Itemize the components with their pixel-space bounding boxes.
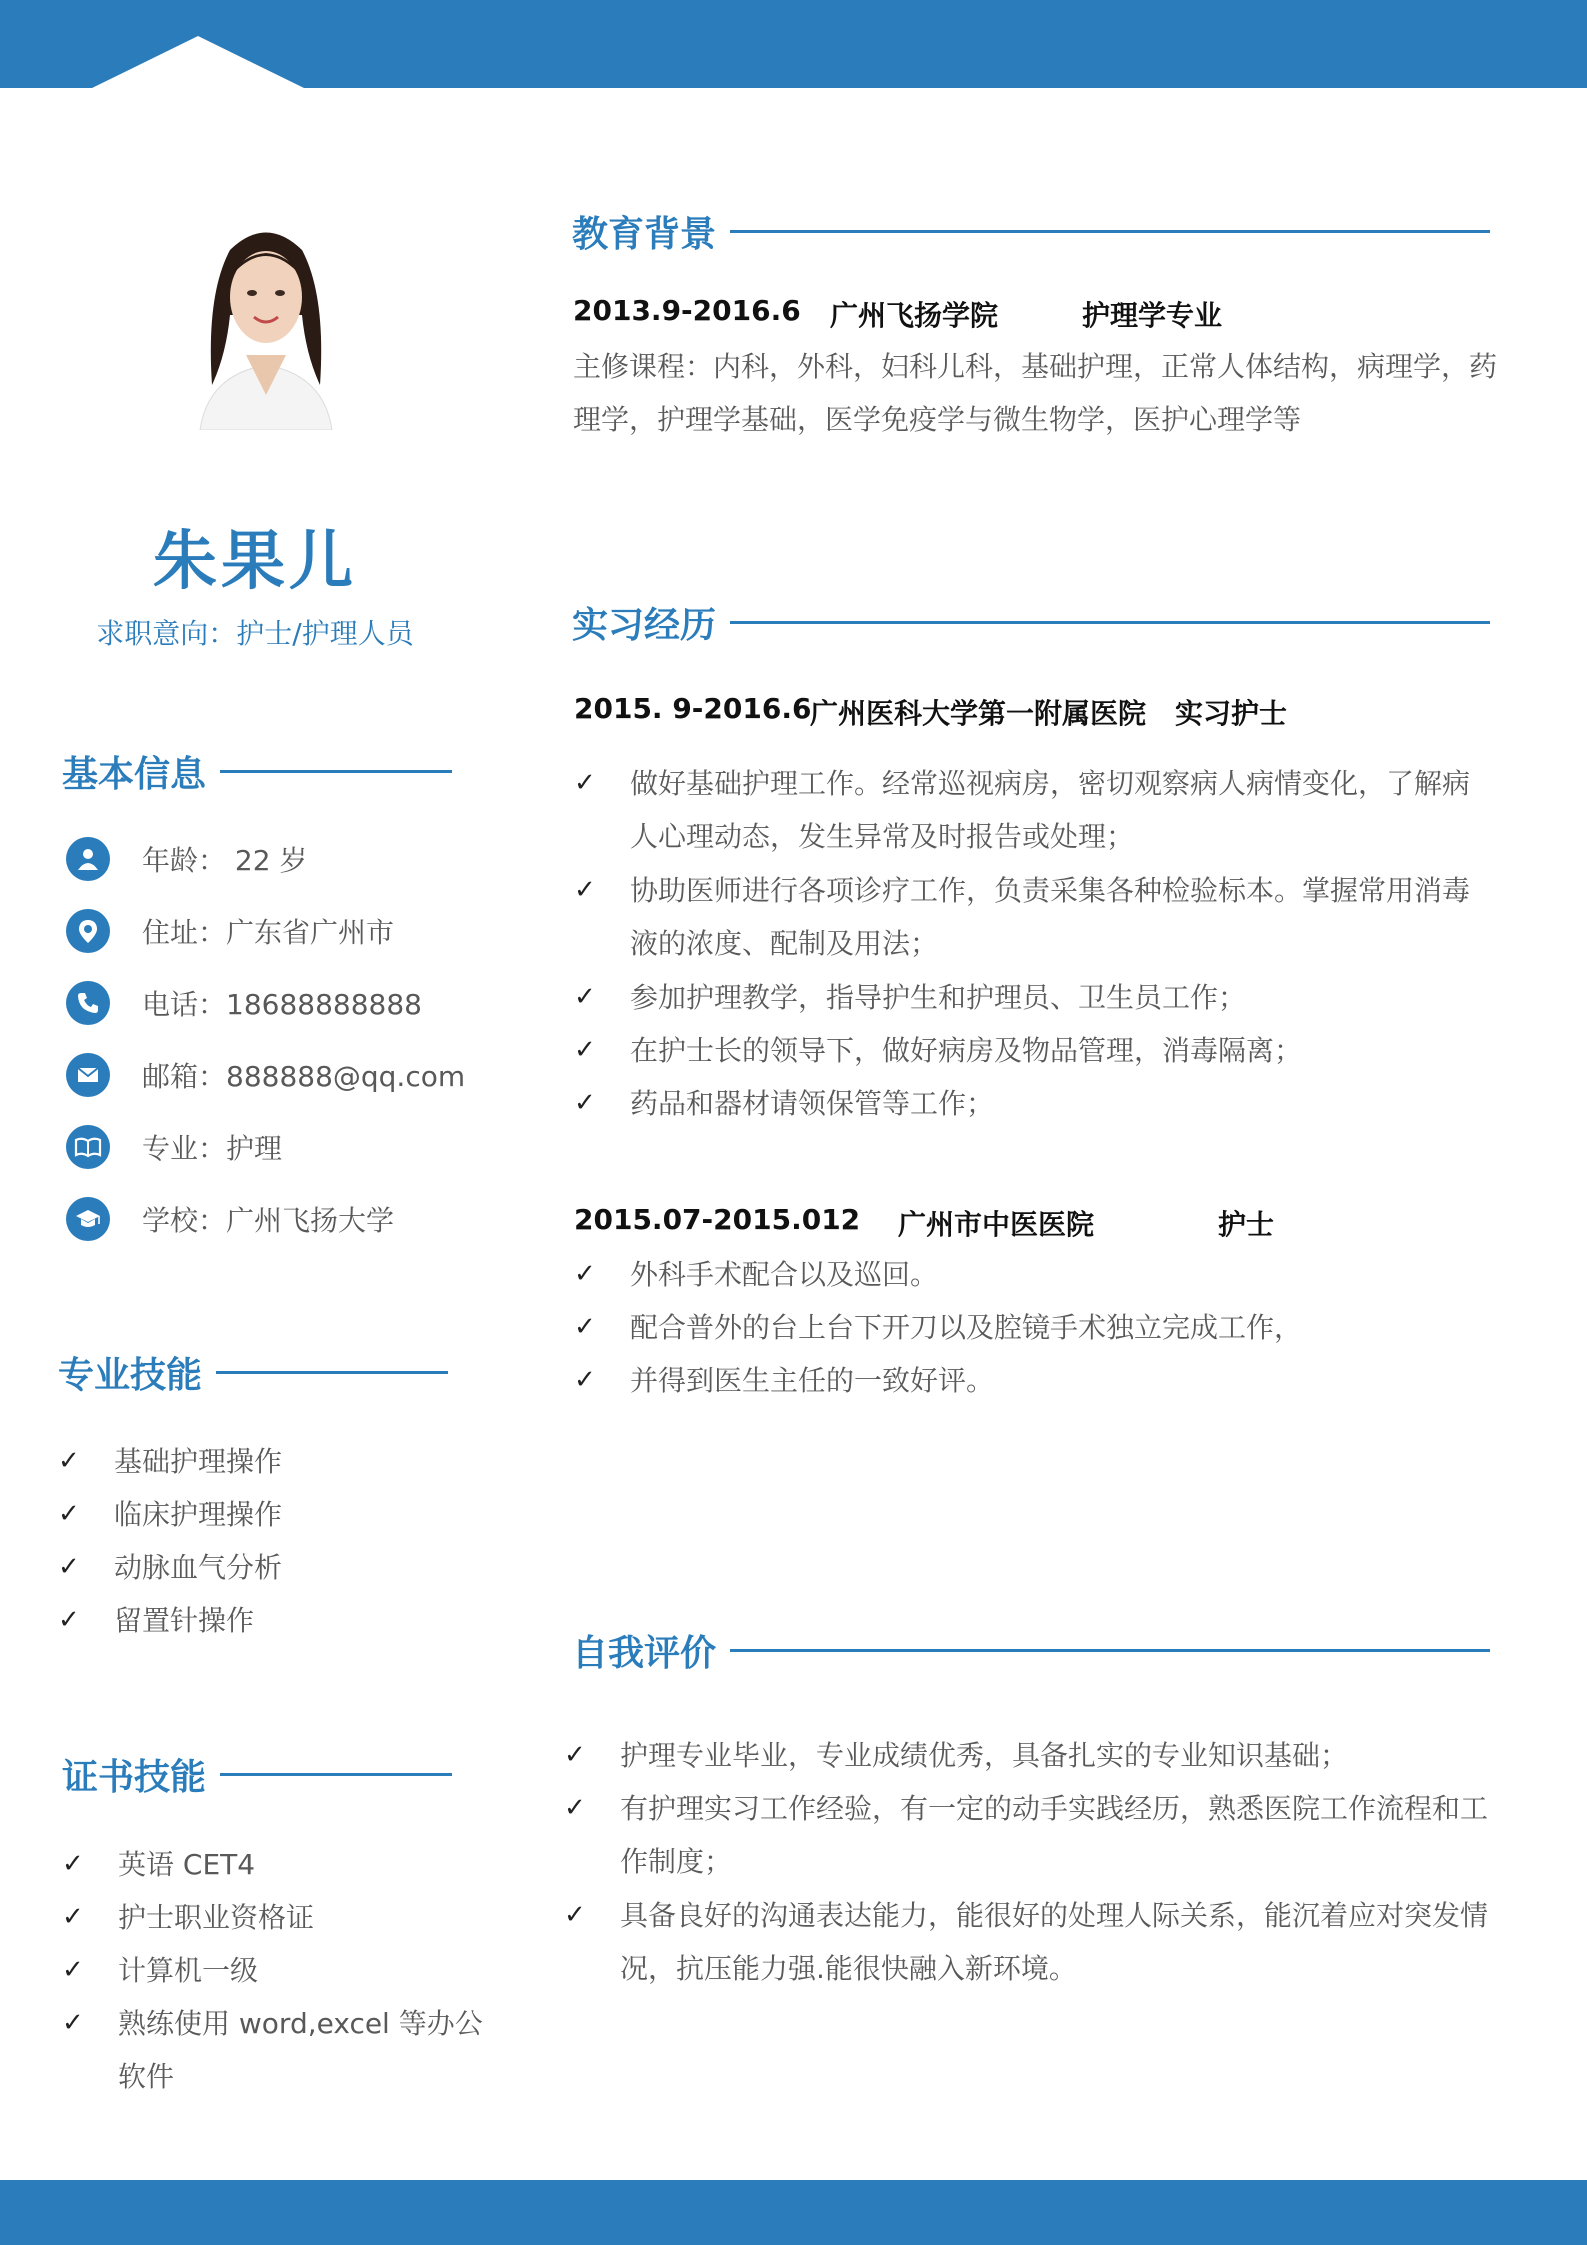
check-icon: ✓ <box>62 1955 84 1985</box>
job-1-duty: ✓ 在护士长的领导下，做好病房及物品管理，消毒隔离； <box>574 1024 1494 1077</box>
section-divider <box>220 1773 452 1776</box>
candidate-name: 朱果儿 <box>153 525 357 599</box>
info-school <box>66 1197 394 1241</box>
info-address-text: 住址：广东省广州市 <box>142 916 395 949</box>
info-major-text: 专业：护理 <box>142 1132 283 1165</box>
cert-item: ✓ 熟练使用 word,excel 等办公软件 <box>62 1997 492 2103</box>
section-divider <box>730 621 1490 624</box>
self-eval-item: ✓ 护理专业毕业，专业成绩优秀，具备扎实的专业知识基础； <box>564 1729 1494 1782</box>
cert-item: ✓ 英语 CET4 <box>62 1838 482 1891</box>
book-icon <box>66 1125 110 1169</box>
phone-icon <box>66 981 110 1025</box>
info-age-text: 年龄： 22 岁 <box>142 844 308 877</box>
certs-title: 证书技能 <box>62 1757 207 1798</box>
check-icon: ✓ <box>62 1849 84 1879</box>
check-icon: ✓ <box>574 1035 596 1065</box>
job-1-duty: ✓ 做好基础护理工作。经常巡视病房，密切观察病人病情变化，了解病人心理动态，发生异常及时报告或处理； <box>574 757 1494 863</box>
job-2-period: 2015.07-2015.012 <box>574 1203 861 1236</box>
self-eval-item: ✓ 有护理实习工作经验，有一定的动手实践经历，熟悉医院工作流程和工作制度； <box>564 1782 1494 1888</box>
person-icon <box>66 837 110 881</box>
info-email-text: 邮箱：888888@qq.com <box>142 1060 466 1093</box>
skill-item: ✓ 临床护理操作 <box>58 1488 282 1541</box>
section-divider <box>216 1371 448 1374</box>
job-2-role: 护士 <box>1218 1208 1275 1241</box>
certs-header <box>62 1749 452 1800</box>
info-school-text: 学校：广州飞扬大学 <box>142 1204 395 1237</box>
info-address <box>66 909 394 953</box>
self-eval-header <box>572 1625 1490 1676</box>
education-school: 广州飞扬学院 <box>830 299 999 332</box>
job-2-duty: ✓ 配合普外的台上台下开刀以及腔镜手术独立完成工作， <box>574 1301 1494 1354</box>
job-1-org: 广州医科大学第一附属医院 <box>810 697 1147 730</box>
job-intent: 求职意向：护士/护理人员 <box>96 617 414 650</box>
check-icon: ✓ <box>62 1902 84 1932</box>
skill-item: ✓ 基础护理操作 <box>58 1435 282 1488</box>
check-icon: ✓ <box>62 2008 84 2038</box>
check-icon: ✓ <box>58 1552 80 1582</box>
internship-header <box>572 597 1490 648</box>
location-pin-icon <box>66 909 110 953</box>
check-icon: ✓ <box>564 1793 586 1823</box>
info-phone <box>66 981 422 1025</box>
check-icon: ✓ <box>564 1900 586 1930</box>
self-eval-item: ✓ 具备良好的沟通表达能力，能很好的处理人际关系，能沉着应对突发情况，抗压能力强.能很快融入新环境。 <box>564 1889 1494 1995</box>
education-major: 护理学专业 <box>1082 299 1223 332</box>
check-icon: ✓ <box>574 1312 596 1342</box>
info-major <box>66 1125 282 1169</box>
basic-info-title: 基本信息 <box>62 754 207 795</box>
job-2-duty: ✓ 并得到医生主任的一致好评。 <box>574 1354 1494 1407</box>
job-1-duty: ✓ 协助医师进行各项诊疗工作，负责采集各种检验标本。掌握常用消毒液的浓度、配制及用法； <box>574 864 1494 970</box>
info-phone-text: 电话：18688888888 <box>142 988 422 1021</box>
profile-photo <box>160 205 372 430</box>
check-icon: ✓ <box>58 1446 80 1476</box>
check-icon: ✓ <box>574 768 596 798</box>
bottom-banner <box>0 2180 1587 2245</box>
self-eval-title: 自我评价 <box>572 1633 717 1674</box>
skill-item: ✓ 动脉血气分析 <box>58 1541 282 1594</box>
cert-item: ✓ 护士职业资格证 <box>62 1891 482 1944</box>
education-courses: 主修课程：内科，外科，妇科儿科，基础护理，正常人体结构，病理学，药理学，护理学基础，医学免疫学与微生物学，医护心理学等 <box>573 350 1498 436</box>
education-period: 2013.9-2016.6 <box>573 294 801 327</box>
basic-info-header <box>62 746 452 797</box>
top-banner-notch <box>92 0 304 88</box>
section-divider <box>730 1649 1490 1652</box>
skill-item: ✓ 留置针操作 <box>58 1594 254 1647</box>
check-icon: ✓ <box>564 1740 586 1770</box>
cert-item: ✓ 计算机一级 <box>62 1944 482 1997</box>
section-divider <box>730 230 1490 233</box>
education-title: 教育背景 <box>572 214 717 255</box>
job-1-role: 实习护士 <box>1175 697 1288 730</box>
job-1-duty: ✓ 参加护理教学，指导护生和护理员、卫生员工作； <box>574 971 1494 1024</box>
job-2-duty: ✓ 外科手术配合以及巡回。 <box>574 1248 1494 1301</box>
info-age <box>66 837 307 881</box>
internship-title: 实习经历 <box>572 605 717 646</box>
job-1-duty: ✓ 药品和器材请领保管等工作； <box>574 1077 1494 1130</box>
education-header <box>572 206 1490 257</box>
job-1-period: 2015. 9-2016.6 <box>574 692 812 725</box>
check-icon: ✓ <box>574 1088 596 1118</box>
check-icon: ✓ <box>574 875 596 905</box>
check-icon: ✓ <box>574 1259 596 1289</box>
check-icon: ✓ <box>574 1365 596 1395</box>
skills-title: 专业技能 <box>58 1355 203 1396</box>
graduation-cap-icon <box>66 1197 110 1241</box>
info-email <box>66 1053 465 1097</box>
check-icon: ✓ <box>58 1605 80 1635</box>
check-icon: ✓ <box>58 1499 80 1529</box>
mail-icon <box>66 1053 110 1097</box>
check-icon: ✓ <box>574 982 596 1012</box>
section-divider <box>220 770 452 773</box>
skills-header <box>58 1347 448 1398</box>
job-2-org: 广州市中医医院 <box>898 1208 1095 1241</box>
